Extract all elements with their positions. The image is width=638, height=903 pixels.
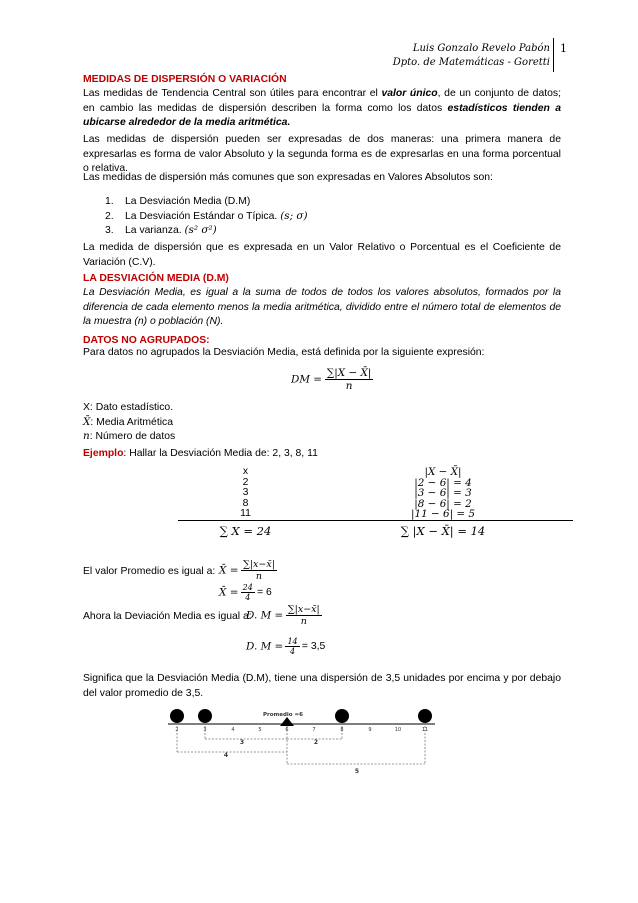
dm-formula: DM = $\frac{\sum|X - X̄|}{n}$ — [291, 367, 372, 392]
page-title: MEDIDAS DE DISPERSIÓN O VARIACIÓN — [83, 74, 287, 85]
tick-label: 9 — [368, 727, 372, 733]
def-mean: X̄: Media Aritmética — [83, 416, 173, 428]
mean-label: El valor Promedio es igual a: — [83, 566, 216, 577]
mean-result: X̄ = $\frac{24}{4}$ = 6 — [219, 583, 272, 602]
distance-label: 3 — [239, 739, 245, 746]
paragraph-3: Las medidas de dispersión más comunes que son expresadas en Valores Absolutos son: — [83, 172, 493, 183]
dm-definition: La Desviación Media, es igual a la suma de todos de todos los valores absolutos, formados por la diferencia de cada elemento menos la media aritmética, dividido entre el número total de elementos de la muestra (n) o población (N). — [83, 287, 561, 327]
example-line: Ejemplo: Hallar la Desviación Media de: 2, 3, 8, 11 — [83, 448, 318, 459]
paragraph-2: Las medidas de dispersión pueden ser expresadas de dos maneras: una primera manera de expresarlas es forma de valor Absoluto y la segunda forma es de expresarlas en una forma porcentual o relativa. — [83, 134, 561, 174]
tick-label: 11 — [421, 727, 429, 733]
tick-label: 10 — [394, 727, 402, 733]
dm-title: LA DESVIACIÓN MEDIA (D.M) — [83, 273, 229, 284]
def-x: X: Dato estadístico. — [83, 402, 174, 413]
mean-marker — [280, 717, 294, 726]
intro-paragraph — [83, 87, 561, 131]
data-point — [418, 709, 432, 723]
example-table — [178, 467, 573, 541]
table-row: 3 |3 − 6| = 3 — [242, 487, 472, 500]
table-row: 8 |8 − 6| = 2 — [242, 497, 472, 510]
ng-text: Para datos no agrupados la Desviación Media, está definida por la siguiente expresión: — [83, 347, 485, 358]
def-n: n: Número de datos — [83, 430, 176, 442]
list-item: 3. La varianza. (s² σ²) — [105, 224, 217, 236]
header-dept: Dpto. de Matemáticas - Goretti — [392, 57, 550, 68]
list-item: 1. La Desviación Media (D.M) — [105, 196, 251, 207]
mean-label: Promedio =6 — [263, 712, 303, 718]
tick-label: 4 — [231, 727, 235, 733]
dm-calc-label: Ahora la Deviación Media es igual a: — [83, 611, 252, 622]
tick-labels — [175, 727, 428, 733]
data-point — [198, 709, 212, 723]
distance-label: 4 — [223, 752, 229, 759]
dispersion-figure — [160, 704, 450, 778]
list-item: 2. La Desviación Estándar o Típica. (s; σ) — [105, 210, 308, 222]
tick-label: 6 — [285, 727, 289, 733]
intro-bold-1: valor único — [381, 88, 438, 99]
tick-label: 2 — [175, 727, 179, 733]
tick-label: 5 — [258, 727, 262, 733]
table-row: 11 |11 − 6| = 5 — [240, 508, 476, 521]
table-header-row: x |X − X̄| — [242, 466, 462, 478]
table-totals-row: ∑ X = 24 ∑ |X − X̄| = 14 — [178, 520, 573, 541]
distance-label: 2 — [313, 739, 319, 746]
data-point — [335, 709, 349, 723]
data-point — [170, 709, 184, 723]
tick-label: 7 — [312, 727, 316, 733]
header-divider — [553, 38, 554, 72]
intro-text-2: , de un conjunto de datos; en cambio las medidas de dispersión describen la forma como los datos — [83, 88, 561, 114]
paragraph-4: La medida de dispersión que es expresada en un Valor Relativo o Porcentual es el Coeficiente de Variación (C.V). — [83, 242, 561, 268]
dm-calc-result: D. M = $\frac{14}{4}$ = 3,5 — [246, 637, 326, 656]
tick-label: 3 — [203, 727, 207, 733]
header-author: Luis Gonzalo Revelo Pabón — [412, 43, 550, 54]
distance-label: 5 — [354, 768, 360, 775]
intro-text-1: Las medidas de Tendencia Central son útiles para encontrar el — [83, 88, 382, 99]
table-row: 2 |2 − 6| = 4 — [242, 476, 472, 489]
page-number: 1 — [560, 42, 567, 55]
ng-title: DATOS NO AGRUPADOS: — [83, 335, 210, 346]
conclusion: Significa que la Desviación Media (D.M), tiene una dispersión de 3,5 unidades por encima y por debajo del valor promedio de 3,5. — [83, 673, 561, 699]
mean-formula: X̄ = $\frac{\sum|x-x̄|}{n}$ — [219, 559, 275, 582]
intro-bold-2: estadísticos tienden a ubicarse alrededor de la media aritmética. — [83, 102, 561, 128]
dm-calc-formula: D. M = $\frac{\sum|x-x̄|}{n}$ — [246, 604, 320, 627]
tick-label: 8 — [340, 727, 344, 733]
